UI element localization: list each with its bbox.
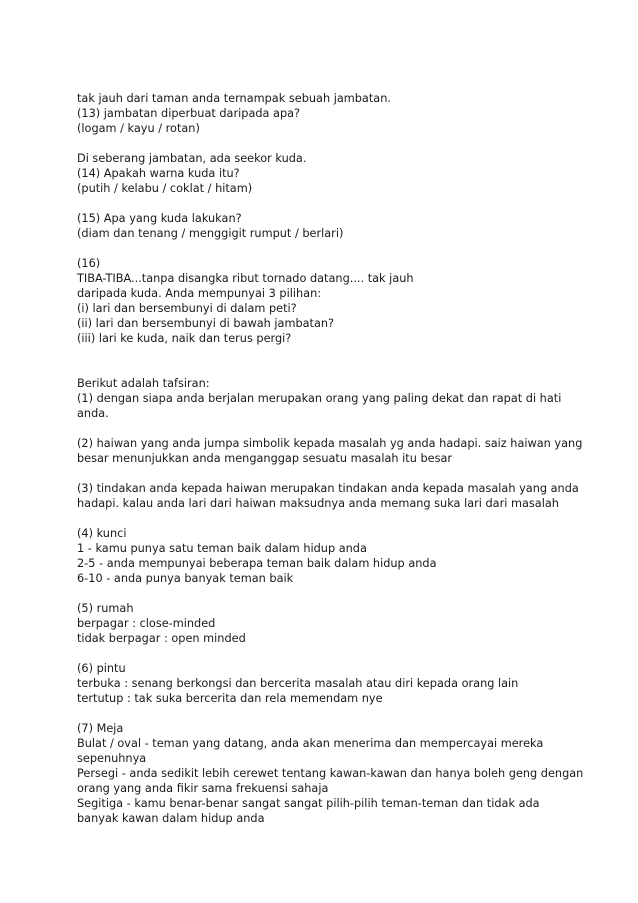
text-line: (7) Meja — [77, 722, 124, 735]
text-line: banyak kawan dalam hidup anda — [77, 812, 265, 825]
text-line: (6) pintu — [77, 662, 126, 675]
text-line: (13) jambatan diperbuat daripada apa? — [77, 107, 301, 120]
text-line: (ii) lari dan bersembunyi di bawah jambatan? — [77, 317, 335, 330]
paragraph-horse-action — [77, 211, 587, 241]
paragraph-interpretation-7 — [77, 721, 587, 826]
text-line: (15) Apa yang kuda lakukan? — [77, 212, 242, 225]
text-line: Segitiga - kamu benar-benar sangat sangat pilih-pilih teman-teman dan tidak ada — [77, 797, 540, 810]
paragraph-interpretation-1 — [77, 376, 587, 421]
paragraph-interpretation-2 — [77, 436, 587, 466]
text-line: (diam dan tenang / menggigit rumput / berlari) — [77, 227, 344, 240]
paragraph-interpretation-5 — [77, 601, 587, 646]
paragraph-horse — [77, 151, 587, 196]
text-line: Di seberang jambatan, ada seekor kuda. — [77, 152, 307, 165]
text-line: hadapi. kalau anda lari dari haiwan maksudnya anda memang suka lari dari masalah — [77, 497, 559, 510]
paragraph-interpretation-6 — [77, 661, 587, 706]
text-line: tak jauh dari taman anda ternampak sebuah jambatan. — [77, 92, 391, 105]
text-line: Persegi - anda sedikit lebih cerewet tentang kawan-kawan dan hanya boleh geng dengan — [77, 767, 584, 780]
text-line: terbuka : senang berkongsi dan bercerita masalah atau diri kepada orang lain — [77, 677, 519, 690]
text-line: berpagar : close-minded — [77, 617, 216, 630]
text-line: tertutup : tak suka bercerita dan rela memendam nye — [77, 692, 383, 705]
text-line: (2) haiwan yang anda jumpa simbolik kepada masalah yg anda hadapi. saiz haiwan yang — [77, 437, 583, 450]
paragraph-interpretation-4 — [77, 526, 587, 586]
text-line: anda. — [77, 407, 109, 420]
text-line: orang yang anda fikir sama frekuensi sahaja — [77, 782, 329, 795]
paragraph-bridge — [77, 91, 587, 136]
text-line: 2-5 - anda mempunyai beberapa teman baik dalam hidup anda — [77, 557, 437, 570]
text-line: 1 - kamu punya satu teman baik dalam hidup anda — [77, 542, 367, 555]
text-line: TIBA-TIBA...tanpa disangka ribut tornado datang.... tak jauh — [77, 272, 414, 285]
text-line: (3) tindakan anda kepada haiwan merupakan tindakan anda kepada masalah yang anda — [77, 482, 579, 495]
text-line: (1) dengan siapa anda berjalan merupakan orang yang paling dekat dan rapat di hati — [77, 392, 562, 405]
text-line: 6-10 - anda punya banyak teman baik — [77, 572, 294, 585]
paragraph-tornado — [77, 256, 587, 346]
text-line: sepenuhnya — [77, 752, 147, 765]
text-line: (logam / kayu / rotan) — [77, 122, 200, 135]
text-line: besar menunjukkan anda menganggap sesuatu masalah itu besar — [77, 452, 453, 465]
text-line: (i) lari dan bersembunyi di dalam peti? — [77, 302, 297, 315]
text-line: (putih / kelabu / coklat / hitam) — [77, 182, 253, 195]
text-line: (5) rumah — [77, 602, 134, 615]
text-line: (4) kunci — [77, 527, 127, 540]
text-line: (14) Apakah warna kuda itu? — [77, 167, 240, 180]
text-line: (16) — [77, 257, 101, 270]
text-line: (iii) lari ke kuda, naik dan terus pergi? — [77, 332, 292, 345]
document-body — [77, 91, 587, 841]
text-line: daripada kuda. Anda mempunyai 3 pilihan: — [77, 287, 322, 300]
text-line: Berikut adalah tafsiran: — [77, 377, 210, 390]
text-line: Bulat / oval - teman yang datang, anda akan menerima dan mempercayai mereka — [77, 737, 544, 750]
paragraph-interpretation-3 — [77, 481, 587, 511]
text-line: tidak berpagar : open minded — [77, 632, 246, 645]
